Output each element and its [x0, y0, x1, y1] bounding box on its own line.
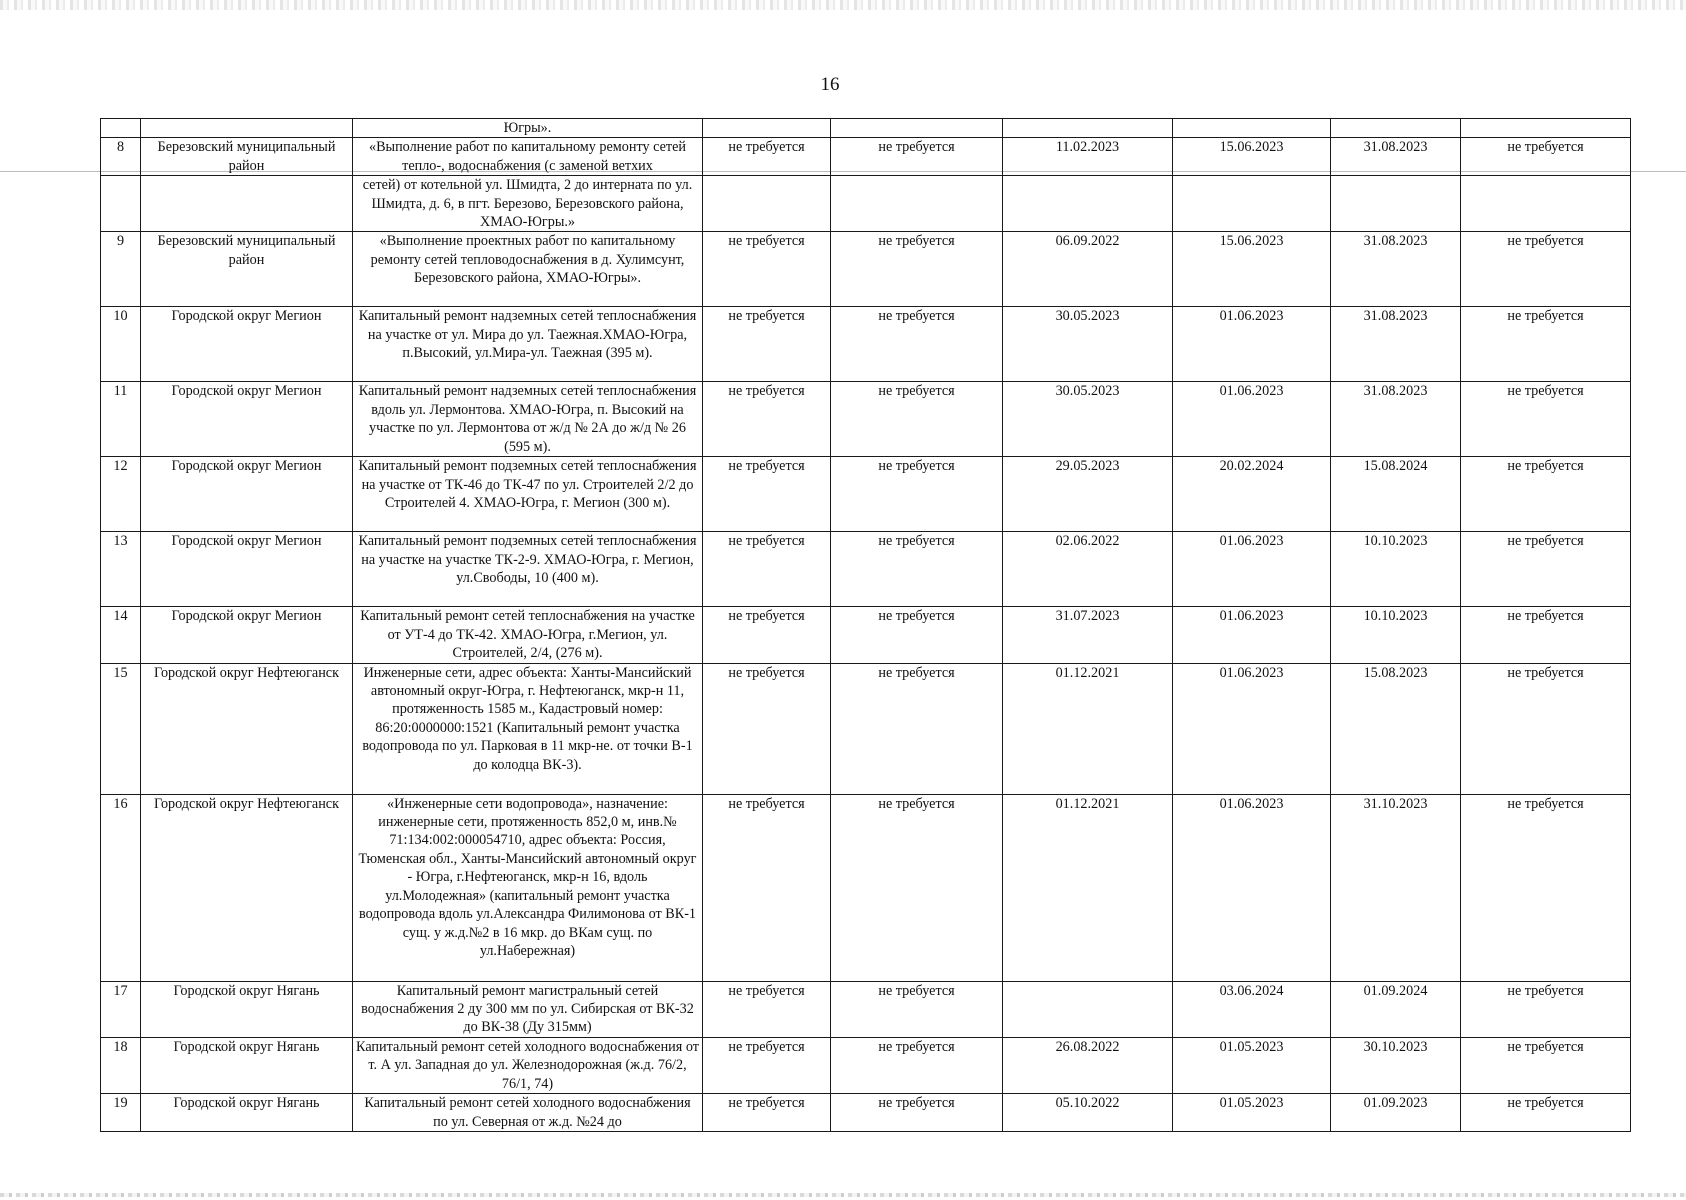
cell-col9: не требуется [1461, 457, 1631, 532]
date-cell-3: 15.08.2024 [1331, 457, 1461, 532]
district-cell: Городской округ Мегион [141, 457, 353, 532]
date-cell-1: 31.07.2023 [1003, 607, 1173, 663]
district-cell: Городской округ Мегион [141, 382, 353, 457]
date-cell-3: 01.09.2023 [1331, 1094, 1461, 1132]
object-cell: Капитальный ремонт надземных сетей теплоснабжения на участке от ул. Мира до ул. Таежная.ХМАО-Югра, п.Высокий, ул.Мира-ул. Таежная (395 м). [353, 307, 703, 382]
object-cell-continued: сетей) от котельной ул. Шмидта, 2 до интерната по ул. Шмидта, д. 6, в пгт. Березово, Березовского района, ХМАО-Югры.» [353, 176, 703, 232]
date-cell-3: 30.10.2023 [1331, 1037, 1461, 1093]
cell-col5: не требуется [831, 457, 1003, 532]
table-row [101, 981, 1631, 1037]
date-cell-3: 01.09.2024 [1331, 981, 1461, 1037]
date-cell-1: 01.12.2021 [1003, 663, 1173, 794]
date-cell-3: 10.10.2023 [1331, 607, 1461, 663]
table-row [101, 138, 1631, 176]
cell-col4: не требуется [703, 1094, 831, 1132]
date-cell-2: 01.05.2023 [1173, 1037, 1331, 1093]
cell-col5: не требуется [831, 607, 1003, 663]
cell-col4: не требуется [703, 663, 831, 794]
district-cell: Городской округ Нягань [141, 1037, 353, 1093]
date-cell-1: 01.12.2021 [1003, 794, 1173, 981]
cell-col5: не требуется [831, 382, 1003, 457]
object-cell: «Выполнение проектных работ по капитальному ремонту сетей тепловодоснабжения в д. Хулимсунт, Березовского района, ХМАО-Югры». [353, 232, 703, 307]
cell-col4: не требуется [703, 794, 831, 981]
object-cell: Инженерные сети, адрес объекта: Ханты-Мансийский автономный округ-Югра, г. Нефтеюганск, мкр-н 11, протяженность 1585 м., Кадастровый номер: 86:20:0000000:1521 (Капитальный ремонт участка водопровода по ул. Парковая в 11 мкр-не. от точки В-1 до колодца ВК-3). [353, 663, 703, 794]
date-cell-1: 05.10.2022 [1003, 1094, 1173, 1132]
cell-col9: не требуется [1461, 232, 1631, 307]
cell-col5: не требуется [831, 532, 1003, 607]
cell-col4: не требуется [703, 307, 831, 382]
cell-col9: не требуется [1461, 1094, 1631, 1132]
district-cell: Городской округ Нягань [141, 1094, 353, 1132]
row-number: 12 [101, 457, 141, 532]
row-number: 18 [101, 1037, 141, 1093]
date-cell-3: 31.08.2023 [1331, 307, 1461, 382]
date-cell-2: 15.06.2023 [1173, 232, 1331, 307]
object-cell: Капитальный ремонт сетей теплоснабжения на участке от УТ-4 до ТК-42. ХМАО-Югра, г.Мегион, ул. Строителей, 2/4, (276 м). [353, 607, 703, 663]
date-cell-2: 01.06.2023 [1173, 663, 1331, 794]
date-cell-1: 29.05.2023 [1003, 457, 1173, 532]
object-cell: Капитальный ремонт магистральный сетей водоснабжения 2 ду 300 мм по ул. Сибирская от ВК-32 до ВК-38 (Ду 315мм) [353, 981, 703, 1037]
table-row-continued [101, 176, 1631, 232]
object-cell: Капитальный ремонт сетей холодного водоснабжения от т. А ул. Западная до ул. Железнодорожная (ж.д. 76/2, 76/1, 74) [353, 1037, 703, 1093]
table-row-continuation [101, 119, 1631, 138]
date-cell-3: 31.08.2023 [1331, 382, 1461, 457]
district-cell: Березовский муниципальный район [141, 138, 353, 176]
object-cell: Капитальный ремонт сетей холодного водоснабжения по ул. Северная от ж.д. №24 до [353, 1094, 703, 1132]
cell-col5: не требуется [831, 1037, 1003, 1093]
object-cell: Капитальный ремонт подземных сетей теплоснабжения на участке от ТК-46 до ТК-47 по ул. Строителей 2/2 до Строителей 4. ХМАО-Югра, г. Мегион (300 м). [353, 457, 703, 532]
cell-col5: не требуется [831, 794, 1003, 981]
object-cell: Капитальный ремонт надземных сетей теплоснабжения вдоль ул. Лермонтова. ХМАО-Югра, п. Высокий на участке по ул. Лермонтова от ж/д № 2А до ж/д № 26 (595 м). [353, 382, 703, 457]
date-cell-3: 15.08.2023 [1331, 663, 1461, 794]
page-number: 16 [820, 74, 840, 95]
date-cell-2: 01.06.2023 [1173, 532, 1331, 607]
cell-col9: не требуется [1461, 382, 1631, 457]
row-number: 17 [101, 981, 141, 1037]
date-cell-2: 01.06.2023 [1173, 382, 1331, 457]
table-row [101, 607, 1631, 663]
row-number: 8 [101, 138, 141, 176]
cell-col4: не требуется [703, 232, 831, 307]
date-cell-1: 11.02.2023 [1003, 138, 1173, 176]
table-row [101, 457, 1631, 532]
district-cell: Городской округ Мегион [141, 607, 353, 663]
date-cell-3: 31.08.2023 [1331, 232, 1461, 307]
cell-col4: не требуется [703, 981, 831, 1037]
date-cell-1: 30.05.2023 [1003, 307, 1173, 382]
row-number: 14 [101, 607, 141, 663]
object-cell: «Инженерные сети водопровода», назначение: инженерные сети, протяженность 852,0 м, инв.№ 71:134:002:000054710, адрес объекта: Россия, Тюменская обл., Ханты-Мансийский автономный округ - Югра, г.Нефтеюганск, мкр-н 16, вдоль ул.Молодежная» (капитальный ремонт участка водопровода вдоль ул.Александра Филимонова от ВК-1 сущ. у ж.д.№2 в 16 мкр. до ВКам сущ. по ул.Набережная) [353, 794, 703, 981]
date-cell-1: 26.08.2022 [1003, 1037, 1173, 1093]
date-cell-1: 06.09.2022 [1003, 232, 1173, 307]
cell-col4: не требуется [703, 457, 831, 532]
date-cell-3: 31.08.2023 [1331, 138, 1461, 176]
table-row [101, 1037, 1631, 1093]
cell-col4: не требуется [703, 532, 831, 607]
date-cell-2: 03.06.2024 [1173, 981, 1331, 1037]
row-number: 9 [101, 232, 141, 307]
date-cell-1: 02.06.2022 [1003, 532, 1173, 607]
scan-edge-top [0, 0, 1686, 10]
cell-col9: не требуется [1461, 607, 1631, 663]
date-cell-1 [1003, 981, 1173, 1037]
row-number: 19 [101, 1094, 141, 1132]
date-cell-2: 20.02.2024 [1173, 457, 1331, 532]
cell-col5: не требуется [831, 981, 1003, 1037]
cell-col4: не требуется [703, 607, 831, 663]
scan-edge-bottom [0, 1193, 1686, 1197]
cell-col9: не требуется [1461, 663, 1631, 794]
continuation-text: Югры». [353, 119, 703, 138]
row-number: 15 [101, 663, 141, 794]
cell-col9: не требуется [1461, 307, 1631, 382]
date-cell-1: 30.05.2023 [1003, 382, 1173, 457]
table-row [101, 532, 1631, 607]
works-table [100, 118, 1631, 1132]
district-cell: Городской округ Нефтеюганск [141, 794, 353, 981]
cell-col9: не требуется [1461, 981, 1631, 1037]
row-number: 11 [101, 382, 141, 457]
cell-col9: не требуется [1461, 532, 1631, 607]
date-cell-3: 10.10.2023 [1331, 532, 1461, 607]
cell-col4: не требуется [703, 1037, 831, 1093]
table-row [101, 663, 1631, 794]
district-cell: Городской округ Мегион [141, 532, 353, 607]
cell-col9: не требуется [1461, 138, 1631, 176]
row-number: 10 [101, 307, 141, 382]
date-cell-2: 15.06.2023 [1173, 138, 1331, 176]
table-row [101, 232, 1631, 307]
date-cell-2: 01.06.2023 [1173, 794, 1331, 981]
cell-col9: не требуется [1461, 1037, 1631, 1093]
district-cell: Березовский муниципальный район [141, 232, 353, 307]
cell-col9: не требуется [1461, 794, 1631, 981]
table-row [101, 1094, 1631, 1132]
cell-col5: не требуется [831, 232, 1003, 307]
cell-col4: не требуется [703, 138, 831, 176]
district-cell: Городской округ Нягань [141, 981, 353, 1037]
table-row [101, 382, 1631, 457]
table-row [101, 307, 1631, 382]
cell-col5: не требуется [831, 1094, 1003, 1132]
cell-col5: не требуется [831, 307, 1003, 382]
date-cell-2: 01.06.2023 [1173, 607, 1331, 663]
district-cell: Городской округ Нефтеюганск [141, 663, 353, 794]
row-number: 13 [101, 532, 141, 607]
row-number: 16 [101, 794, 141, 981]
date-cell-2: 01.06.2023 [1173, 307, 1331, 382]
object-cell: «Выполнение работ по капитальному ремонту сетей тепло-, водоснабжения (с заменой ветхих [353, 138, 703, 176]
cell-col5: не требуется [831, 663, 1003, 794]
date-cell-2: 01.05.2023 [1173, 1094, 1331, 1132]
cell-col5: не требуется [831, 138, 1003, 176]
object-cell: Капитальный ремонт подземных сетей теплоснабжения на участке на участке ТК-2-9. ХМАО-Югра, г. Мегион, ул.Свободы, 10 (400 м). [353, 532, 703, 607]
district-cell: Городской округ Мегион [141, 307, 353, 382]
cell-col4: не требуется [703, 382, 831, 457]
table-row [101, 794, 1631, 981]
date-cell-3: 31.10.2023 [1331, 794, 1461, 981]
